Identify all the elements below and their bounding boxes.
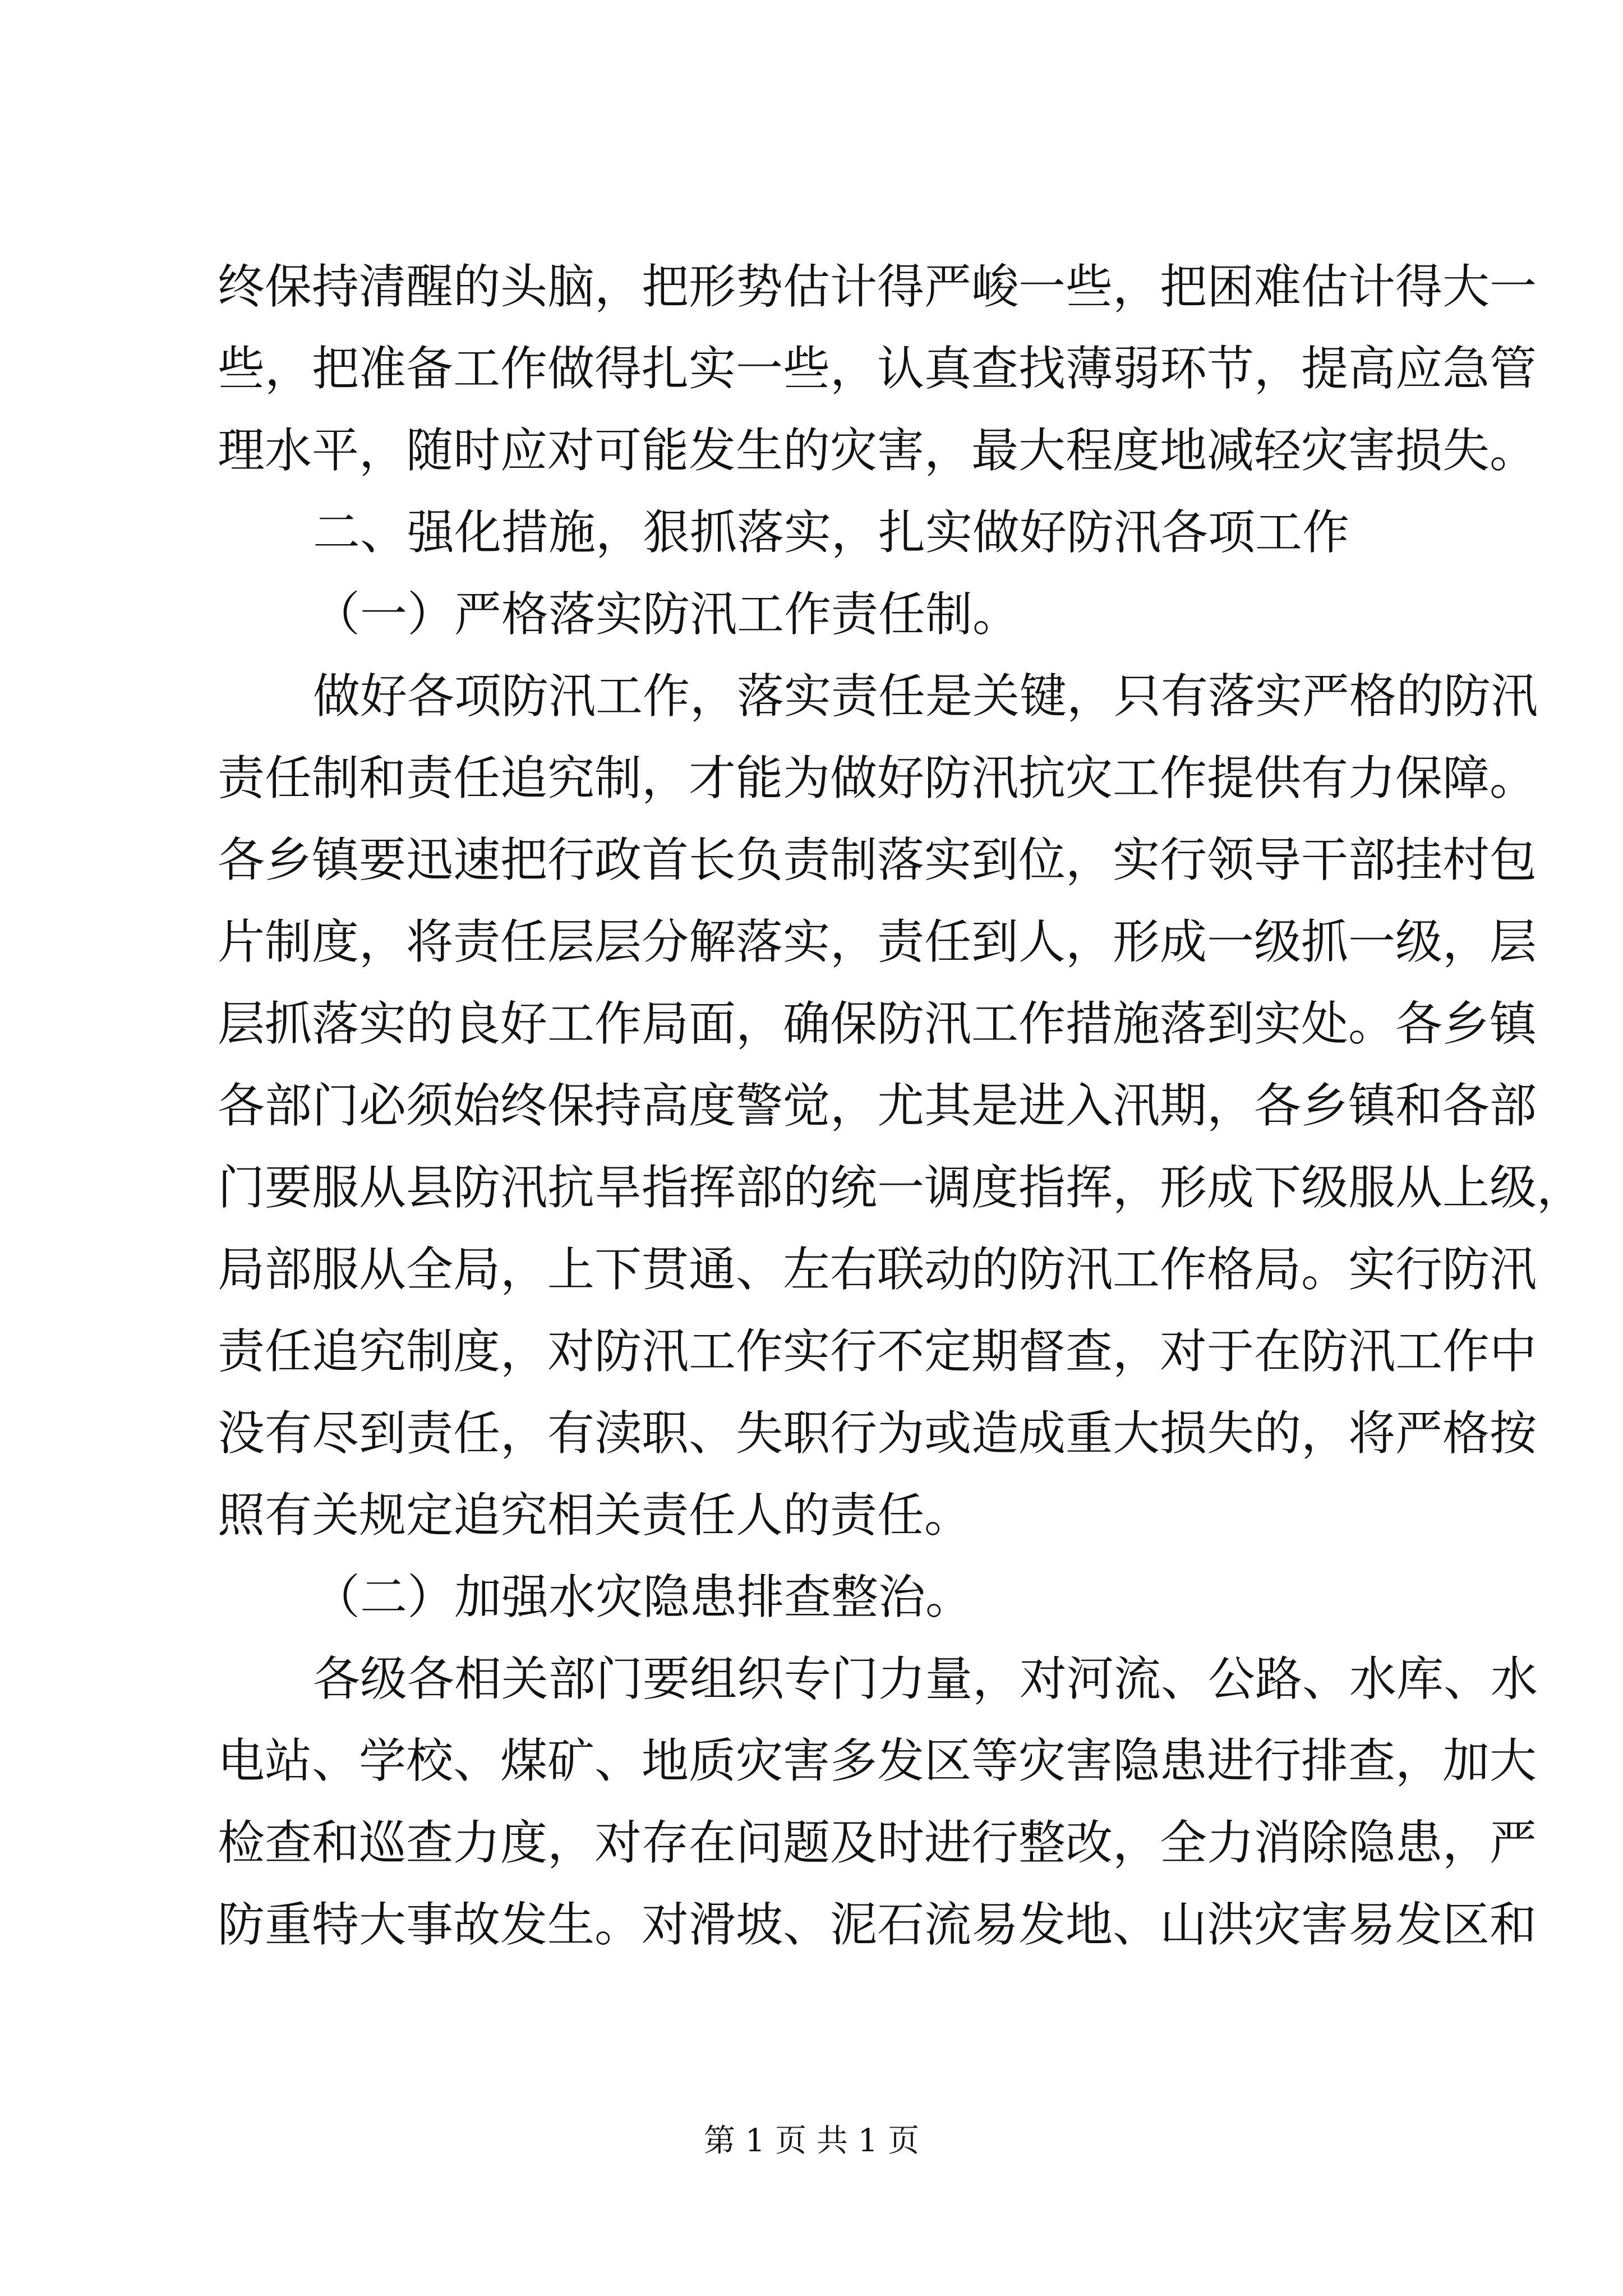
text-line: 各级各相关部门要组织专门力量，对河流、公路、水库、水 — [313, 1651, 1538, 1706]
page-footer: 第 1 页 共 1 页 — [703, 2123, 920, 2159]
text-line: 片制度，将责任层层分解落实，责任到人，形成一级抓一级，层 — [218, 914, 1537, 969]
text-line: 门要服从县防汛抗旱指挥部的统一调度指挥，形成下级服从上级， — [218, 1160, 1584, 1215]
text-line: 局部服从全局，上下贯通、左右联动的防汛工作格局。实行防汛 — [218, 1242, 1537, 1297]
text-line: 检查和巡查力度，对存在问题及时进行整改，全力消除隐患，严 — [218, 1815, 1537, 1870]
text-line: 责任追究制度，对防汛工作实行不定期督查，对于在防汛工作中 — [218, 1324, 1537, 1379]
text-line: 责任制和责任追究制，才能为做好防汛抗灾工作提供有力保障。 — [218, 751, 1537, 806]
text-line: 终保持清醒的头脑，把形势估计得严峻一些，把困难估计得大一 — [218, 259, 1537, 314]
text-line: （一）严格落实防汛工作责任制。 — [313, 587, 1020, 642]
text-line: 各部门必须始终保持高度警觉，尤其是进入汛期，各乡镇和各部 — [218, 1078, 1537, 1133]
text-line: 防重特大事故发生。对滑坡、泥石流易发地、山洪灾害易发区和 — [218, 1897, 1537, 1952]
text-line: 照有关规定追究相关责任人的责任。 — [218, 1488, 972, 1543]
text-line: 电站、学校、煤矿、地质灾害多发区等灾害隐患进行排查，加大 — [218, 1733, 1537, 1788]
text-line: 层抓落实的良好工作局面，确保防汛工作措施落到实处。各乡镇 — [218, 996, 1537, 1051]
document-body — [218, 246, 1584, 1966]
text-line: 没有尽到责任，有渎职、失职行为或造成重大损失的，将严格按 — [218, 1406, 1537, 1461]
text-line: 二、强化措施，狠抓落实，扎实做好防汛各项工作 — [313, 505, 1350, 560]
text-line: 做好各项防汛工作，落实责任是关键，只有落实严格的防汛 — [313, 669, 1538, 724]
text-line: 各乡镇要迅速把行政首长负责制落实到位，实行领导干部挂村包 — [218, 832, 1537, 887]
text-line: 理水平，随时应对可能发生的灾害，最大程度地减轻灾害损失。 — [218, 423, 1537, 478]
text-line: （二）加强水灾隐患排查整治。 — [313, 1570, 973, 1625]
text-line: 些，把准备工作做得扎实一些，认真查找薄弱环节，提高应急管 — [218, 341, 1537, 396]
